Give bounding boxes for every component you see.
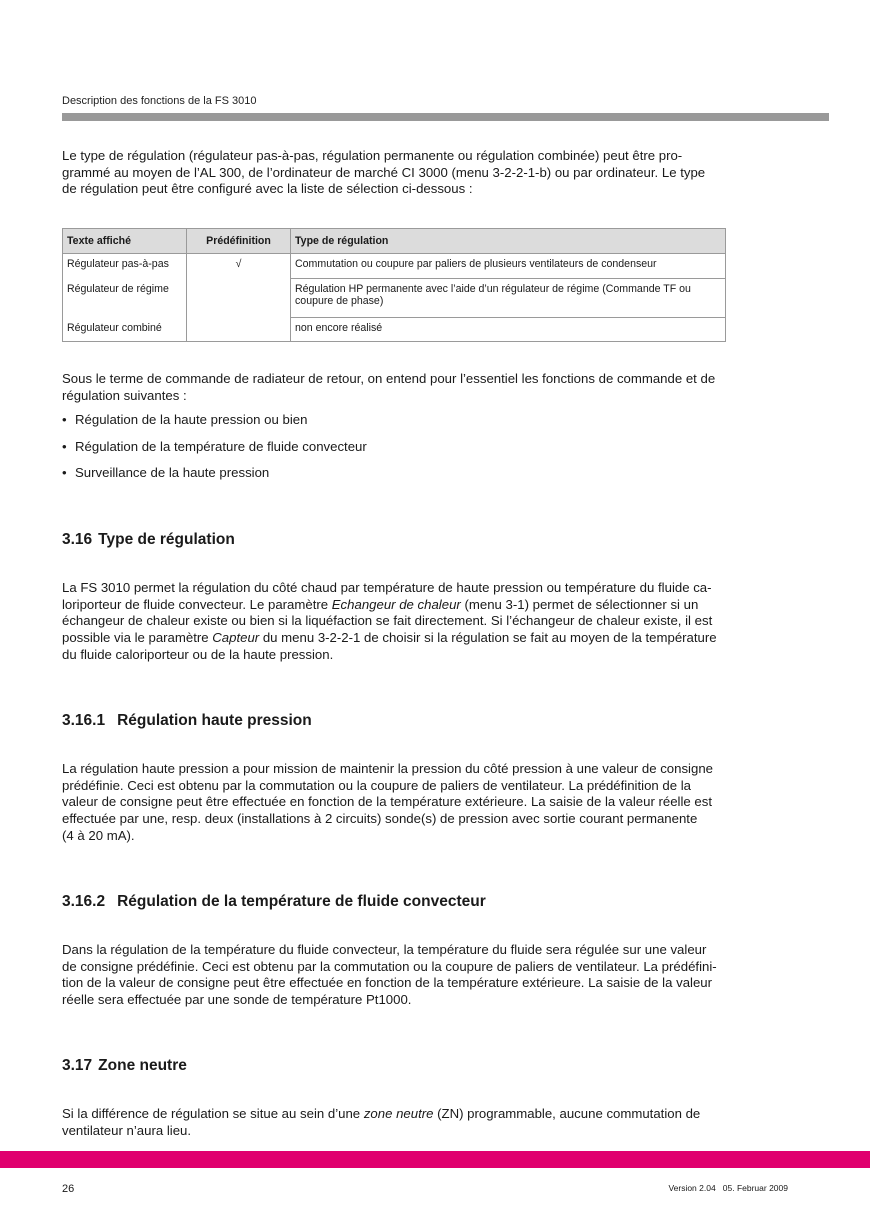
text-line: possible via le paramètre Capteur du menu 3-2-2-1 de choisir si la régulation se fait au moyen de la température [62, 630, 717, 646]
column-header: Prédéfinition [187, 229, 291, 254]
table-header-row [63, 229, 726, 254]
table-cell: Régulateur de régime [63, 279, 187, 318]
text-line: Le type de régulation (régulateur pas-à-pas, régulation permanente ou régulation combinée) peut être pro- [62, 148, 683, 163]
running-header: Description des fonctions de la FS 3010 [62, 95, 257, 107]
text-line: tion de la valeur de consigne peut être effectuée en fonction de la température extérieure. La saisie de la valeur [62, 975, 713, 991]
section-heading-3-16-2 [62, 893, 486, 911]
table-cell: √ [187, 254, 291, 279]
section-heading-3-17 [62, 1057, 187, 1075]
section-number: 3.17 [62, 1057, 93, 1074]
regulation-type-table [62, 228, 726, 342]
text-line: loriporteur de fluide convecteur. Le paramètre Echangeur de chaleur (menu 3-1) permet de sélectionner si un [62, 596, 699, 612]
section-title: Zone neutre [98, 1057, 187, 1074]
text-line: grammé au moyen de l’AL 300, de l’ordinateur de marché CI 3000 (menu 3-2-2-1-b) ou par ordinateur. Le type [62, 164, 706, 180]
text-line: de consigne prédéfinie. Ceci est obtenu par la commutation ou la coupure de paliers de ventilateur. La prédéfini- [62, 958, 717, 974]
text-line: Si la différence de régulation se situe au sein d’une zone neutre (ZN) programmable, aucune commutation de [62, 1106, 701, 1121]
text-line: La régulation haute pression a pour mission de maintenir la pression du côté pression à une valeur de consigne [62, 761, 713, 776]
table-row [63, 279, 726, 318]
text-line: ventilateur n’aura lieu. [62, 1122, 192, 1138]
text-line: valeur de consigne peut être effectuée en fonction de la température extérieure. La saisie de la valeur réelle est [62, 794, 713, 810]
section-title: Régulation de la température de fluide convecteur [117, 893, 486, 910]
text-line: régulation suivantes : [62, 387, 187, 403]
table-row [63, 318, 726, 342]
column-header: Type de régulation [291, 229, 726, 254]
return-cooler-paragraph [62, 371, 802, 404]
section-3-16-paragraph [62, 580, 802, 664]
text-line: échangeur de chaleur existe ou bien si la liquéfaction se fait directement. Si l’échangeur de chaleur existe, il est [62, 613, 713, 629]
version-label: Version 2.04 05. Februar 2009 [668, 1183, 788, 1193]
bullet-icon: • [62, 438, 67, 454]
text-line: prédéfinie. Ceci est obtenu par la commutation ou la coupure de paliers de ventilateur. La prédéfinition de la [62, 777, 692, 793]
bullet-icon: • [62, 465, 67, 480]
section-number: 3.16.2 [62, 893, 106, 910]
text-line: Dans la régulation de la température du fluide convecteur, la température du fluide sera régulée sur une valeur [62, 942, 707, 957]
footer-accent-bar [0, 1151, 870, 1168]
function-list [62, 412, 367, 492]
column-header: Texte affiché [63, 229, 187, 254]
table-cell: Régulateur combiné [63, 318, 187, 342]
table-cell: Commutation ou coupure par paliers de plusieurs ventilateurs de condenseur [291, 254, 726, 279]
section-number: 3.16.1 [62, 712, 106, 729]
table-cell: Régulation HP permanente avec l’aide d’un régulateur de régime (Commande TF ou coupure de phase) [291, 279, 726, 318]
section-heading-3-16 [62, 531, 235, 549]
list-item [62, 412, 367, 439]
table-row [63, 254, 726, 279]
table-cell: Régulateur pas-à-pas [63, 254, 187, 279]
text-line: effectuée par une, resp. deux (installations à 2 circuits) sonde(s) de pression avec sortie courant permanente [62, 811, 698, 827]
text-line: du fluide caloriporteur ou de la haute pression. [62, 646, 334, 662]
list-item-text: Régulation de la haute pression ou bien [75, 412, 308, 427]
section-heading-3-16-1 [62, 712, 312, 730]
list-item [62, 439, 367, 466]
list-item [62, 465, 367, 492]
table-cell [187, 318, 291, 342]
section-title: Régulation haute pression [117, 712, 312, 729]
section-title: Type de régulation [98, 531, 235, 548]
list-item-text: Régulation de la température de fluide convecteur [75, 438, 367, 454]
text-line: La FS 3010 permet la régulation du côté chaud par température de haute pression ou température du fluide ca- [62, 580, 712, 595]
section-3-16-1-paragraph [62, 761, 802, 845]
table-cell: non encore réalisé [291, 318, 726, 342]
section-3-17-paragraph [62, 1106, 802, 1139]
text-line: (4 à 20 mA). [62, 827, 135, 843]
intro-paragraph [62, 148, 802, 198]
page-number: 26 [62, 1183, 75, 1195]
text-line: Sous le terme de commande de radiateur de retour, on entend pour l’essentiel les fonctions de commande et de [62, 371, 716, 386]
text-line: réelle sera effectuée par une sonde de température Pt1000. [62, 992, 412, 1008]
bullet-icon: • [62, 412, 67, 427]
text-line: de régulation peut être configuré avec la liste de sélection ci-dessous : [62, 181, 473, 197]
list-item-text: Surveillance de la haute pression [75, 465, 270, 480]
section-number: 3.16 [62, 531, 93, 548]
header-rule [62, 113, 829, 121]
section-3-16-2-paragraph [62, 942, 802, 1009]
table-cell [187, 279, 291, 318]
